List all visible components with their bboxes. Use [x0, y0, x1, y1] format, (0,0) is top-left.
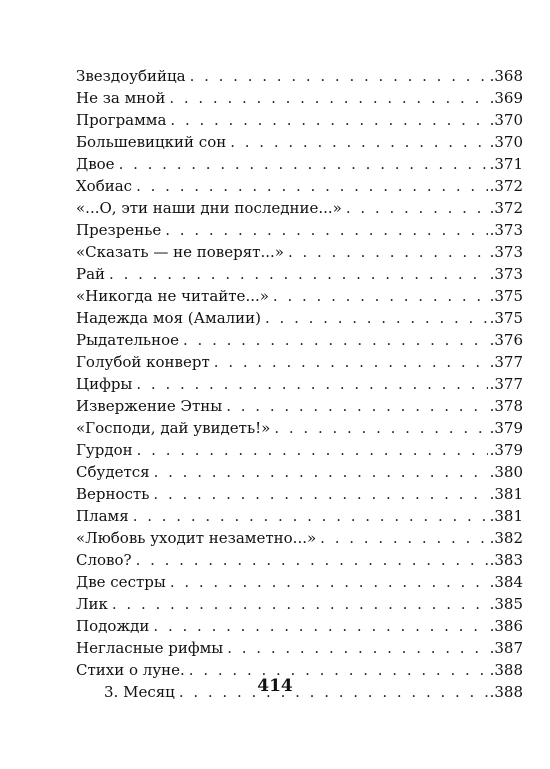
dot-leader — [112, 593, 488, 615]
toc-entry — [76, 65, 523, 87]
toc-entry-title: Звездоубийца — [76, 67, 186, 85]
toc-entry-page: .368 — [489, 67, 523, 85]
toc-entry-page: .373 — [489, 243, 523, 261]
toc-entry-title: Пламя — [76, 507, 129, 525]
toc-entry-page: .384 — [489, 573, 523, 591]
toc-entry — [76, 417, 523, 439]
toc-entry-page: .376 — [489, 331, 523, 349]
dot-leader — [226, 395, 487, 417]
toc-entry — [76, 505, 523, 527]
toc-entry-page: .388 — [489, 683, 523, 701]
toc-entry — [76, 285, 523, 307]
dot-leader — [136, 175, 488, 197]
toc-entry — [76, 241, 523, 263]
toc-entry-title: Негласные рифмы — [76, 639, 224, 657]
toc-entry-title: Цифры — [76, 375, 133, 393]
toc-entry-page: .388 — [489, 661, 523, 679]
toc-entry — [76, 461, 523, 483]
dot-leader — [265, 307, 488, 329]
dot-leader — [227, 637, 487, 659]
toc-entry-title: Презренье — [76, 221, 162, 239]
toc-entry — [76, 615, 523, 637]
dot-leader — [153, 615, 487, 637]
dot-leader — [273, 285, 488, 307]
dot-leader — [320, 527, 487, 549]
toc-entry-page: .386 — [489, 617, 523, 635]
toc-entry-page: .381 — [489, 507, 523, 525]
toc-entry-title: Гурдон — [76, 441, 133, 459]
toc-entry-title: Подожди — [76, 617, 150, 635]
toc-entry-page: .375 — [489, 287, 523, 305]
dot-leader — [136, 373, 487, 395]
toc-entry-page: .370 — [489, 133, 523, 151]
dot-leader — [119, 153, 488, 175]
toc-entry — [76, 637, 523, 659]
table-of-contents — [76, 65, 523, 703]
dot-leader — [136, 549, 488, 571]
toc-entry — [76, 87, 523, 109]
toc-entry — [76, 329, 523, 351]
toc-entry-page: .383 — [489, 551, 523, 569]
toc-entry — [76, 571, 523, 593]
toc-entry-page: .380 — [489, 463, 523, 481]
toc-entry-page: .378 — [489, 397, 523, 415]
toc-entry-page: .373 — [489, 265, 523, 283]
toc-entry-page: .379 — [489, 419, 523, 437]
toc-entry-title: Хобиас — [76, 177, 133, 195]
dot-leader — [169, 87, 487, 109]
toc-entry-page: .377 — [489, 375, 523, 393]
toc-entry-title: Лик — [76, 595, 108, 613]
toc-entry-title: Извержение Этны — [76, 397, 223, 415]
dot-leader — [170, 109, 487, 131]
toc-entry-title: Надежда моя (Амалии) — [76, 309, 262, 327]
toc-entry — [76, 373, 523, 395]
dot-leader — [133, 505, 488, 527]
dot-leader — [165, 219, 487, 241]
dot-leader — [230, 131, 487, 153]
toc-entry-title: «...О, эти наши дни последние...» — [76, 199, 342, 217]
toc-entry — [76, 175, 523, 197]
dot-leader — [214, 351, 488, 373]
toc-entry-title: Две сестры — [76, 573, 166, 591]
toc-entry-page: .382 — [489, 529, 523, 547]
toc-entry-title: Голубой конверт — [76, 353, 210, 371]
toc-entry — [76, 395, 523, 417]
toc-entry — [76, 219, 523, 241]
dot-leader — [137, 439, 488, 461]
dot-leader — [274, 417, 487, 439]
toc-entry-title: Сбудется — [76, 463, 150, 481]
toc-entry-title: Слово? — [76, 551, 132, 569]
toc-entry-title: Стихи о луне. — [76, 661, 185, 679]
toc-entry-page: .381 — [489, 485, 523, 503]
toc-entry — [76, 109, 523, 131]
toc-entry-title: Программа — [76, 111, 167, 129]
toc-entry — [76, 263, 523, 285]
toc-entry — [76, 593, 523, 615]
dot-leader — [190, 65, 488, 87]
toc-entry-title: «Любовь уходит незаметно...» — [76, 529, 317, 547]
toc-entry — [76, 153, 523, 175]
toc-entry-page: .369 — [489, 89, 523, 107]
toc-entry — [76, 549, 523, 571]
toc-entry — [76, 307, 523, 329]
dot-leader — [183, 329, 488, 351]
toc-entry-page: .377 — [489, 353, 523, 371]
toc-entry-page: .373 — [489, 221, 523, 239]
toc-entry-title: Рыдательное — [76, 331, 179, 349]
dot-leader — [346, 197, 488, 219]
toc-entry-title: Двое — [76, 155, 115, 173]
toc-entry-page: .370 — [489, 111, 523, 129]
toc-entry — [76, 197, 523, 219]
toc-entry-title: «Сказать — не поверят...» — [76, 243, 284, 261]
dot-leader — [153, 483, 487, 505]
toc-entry-page: .372 — [489, 177, 523, 195]
page-number: 414 — [257, 676, 293, 696]
toc-entry-title: Большевицкий сон — [76, 133, 227, 151]
toc-entry-title: «Никогда не читайте...» — [76, 287, 269, 305]
toc-entry — [76, 483, 523, 505]
toc-entry-page: .387 — [489, 639, 523, 657]
toc-entry-title: Не за мной — [76, 89, 166, 107]
toc-entry-title: Рай — [76, 265, 106, 283]
dot-leader — [288, 241, 488, 263]
dot-leader — [170, 571, 488, 593]
toc-entry-title: Верность — [76, 485, 150, 503]
toc-entry — [76, 527, 523, 549]
toc-entry-page: .371 — [489, 155, 523, 173]
toc-entry-page: .372 — [489, 199, 523, 217]
toc-entry-page: .379 — [489, 441, 523, 459]
toc-entry-page: .385 — [489, 595, 523, 613]
dot-leader — [109, 263, 488, 285]
toc-entry-title: 3. Месяц — [104, 683, 175, 701]
toc-entry — [76, 351, 523, 373]
toc-entry — [76, 131, 523, 153]
dot-leader — [154, 461, 488, 483]
toc-entry-page: .375 — [489, 309, 523, 327]
toc-entry-title: «Господи, дай увидеть!» — [76, 419, 271, 437]
toc-entry — [76, 439, 523, 461]
